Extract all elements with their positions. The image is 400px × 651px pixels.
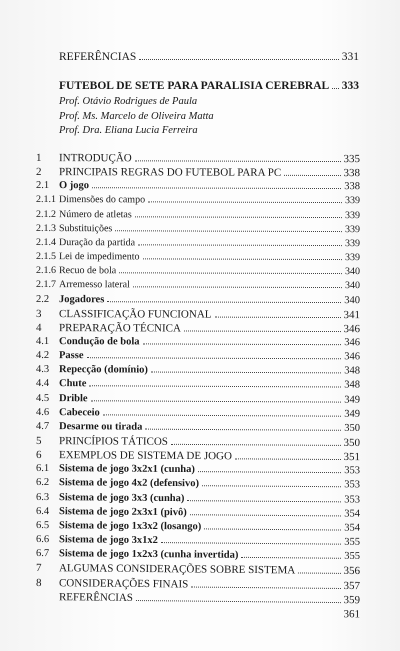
leader-dots [119,271,342,274]
toc-row [36,520,360,534]
leader-dots [187,499,341,502]
toc-row [36,251,360,263]
toc-page: 338 [343,167,361,180]
toc-label: REFERÊNCIAS [59,51,137,63]
leader-dots [136,599,341,603]
toc-row [36,265,360,277]
leader-dots [151,371,341,374]
toc-row [36,548,360,562]
toc-label: Dimensões do campo [58,194,146,206]
leader-dots [107,300,341,303]
toc-page: 346 [343,322,361,335]
toc-number: 4.6 [35,406,50,418]
toc-page: 335 [343,153,361,166]
author-2: Prof. Ms. Marcelo de Oliveira Matta [59,111,214,122]
toc-label: Sistema de jogo 3x1x2 [58,534,158,547]
leader-dots [191,585,340,588]
author-3: Prof. Dra. Eliana Lucia Ferreira [59,125,198,136]
leader-dots [91,399,342,402]
toc-row [36,477,360,490]
toc-number: 4.3 [35,364,50,376]
toc-row [36,591,360,606]
toc-number: 4.2 [35,350,50,362]
toc-label: CONSIDERAÇÕES FINAIS [58,576,189,590]
toc-label: ALGUMAS CONSIDERAÇÕES SOBRE SISTEMA [58,562,296,577]
toc-row [36,350,360,362]
leader-dots [171,443,341,446]
leader-dots [145,428,341,431]
toc-label: Desarme ou tirada [58,421,143,433]
toc-number: 6.2 [35,477,50,489]
toc-number: 6.6 [35,534,50,546]
toc-label: Condução de bola [58,336,140,348]
toc-number: 2.1.3 [35,222,57,234]
leader-dots [92,186,341,189]
toc-label: Sistema de jogo 4x2 (defensivo) [58,477,200,490]
toc-row [36,407,360,420]
toc-label: Sistema de jogo 2x3x1 (pivô) [58,505,187,519]
toc-row [36,237,360,249]
leader-dots [133,286,342,289]
toc-page: 349 [344,394,361,406]
toc-page: 349 [344,408,361,420]
toc-page: 348 [344,365,361,377]
toc-page: 339 [344,195,361,207]
leader-dots [190,513,342,516]
toc-label: Arremesso lateral [58,279,130,291]
toc-row [36,166,360,179]
toc-row [36,605,360,620]
toc-label: Recuo de bola [58,265,117,277]
toc-label: Chute [58,378,87,390]
toc-row [36,393,360,406]
toc-number: 7 [35,562,42,575]
leader-dots [241,556,341,559]
toc-label: EXEMPLOS DE SISTEMA DE JOGO [58,449,233,463]
toc-page: 350 [344,422,361,434]
toc-row [36,209,360,221]
leader-dots [198,470,341,473]
toc-page: 353 [344,479,361,491]
toc-number: 6.5 [35,519,50,532]
toc-page: 346 [344,351,361,363]
toc-page: 341 [343,308,361,321]
toc-row [36,449,360,463]
toc-label: Cabeceio [58,406,100,419]
leader-dots [115,229,342,232]
author-1: Prof. Otávio Rodrigues de Paula [59,96,198,107]
leader-dots [135,159,341,162]
toc-label: Sistema de jogo 1x2x3 (cunha invertida) [58,548,239,562]
toc-number: 2.2 [35,293,50,305]
toc-page: 356 [343,565,361,578]
toc-label: Repecção (domínio) [58,364,148,376]
toc-label: PRINCÍPIOS TÁTICOS [58,435,168,448]
toc-row-referencias-top [59,51,359,63]
toc-label: Sistema de jogo 1x3x2 (losango) [58,520,202,533]
toc-number: 2.1.7 [35,279,57,291]
toc-page: 355 [344,550,361,563]
toc-number: 5 [35,435,42,448]
leader-dots [139,58,338,60]
toc-label: Sistema de jogo 3x2x1 (cunha) [58,463,195,476]
toc-page: 340 [344,266,361,278]
toc-number: 3 [35,307,42,320]
toc-label: Jogadores [58,293,105,305]
toc-page: 338 [344,181,361,193]
toc-row [36,435,360,449]
toc-page: 353 [344,465,361,477]
toc-row [36,577,360,592]
toc-number: 2.1.6 [35,265,57,277]
toc-label: Passe [58,350,84,362]
toc-label: Substituições [58,222,113,235]
toc-row [36,194,360,206]
toc-label: O jogo [58,180,90,192]
toc-row [36,180,360,192]
toc-page: 355 [344,536,361,548]
leader-dots [148,201,342,204]
toc-number: 2.1 [35,180,50,192]
chapter-page: 333 [341,80,359,92]
toc-page: 339 [344,237,361,250]
toc-row [36,562,360,577]
toc-row [36,506,360,520]
toc-label: Lei de impedimento [58,251,140,263]
toc-page: 348 [344,379,361,391]
toc-number: 6.3 [35,491,50,503]
toc-number: 8 [35,576,42,589]
leader-dots [214,315,340,317]
toc-page: 346 [344,337,361,349]
leader-dots [298,572,340,574]
toc-number: 2 [35,166,42,179]
toc-number: 6.1 [35,463,50,475]
toc-number: 2.1.4 [35,236,57,248]
toc-label: REFERÊNCIAS [58,590,134,604]
toc-row [36,378,360,391]
leader-dots [204,527,341,530]
toc-page: 339 [344,252,361,264]
toc-row [36,152,360,165]
leader-dots [184,329,341,332]
toc-number: 4.4 [35,378,50,390]
toc-number: 1 [35,152,42,165]
toc-page: 339 [344,223,361,235]
leader-dots [86,356,341,359]
toc-row [36,308,360,321]
toc-label: PREPARAÇÃO TÉCNICA [58,321,181,335]
toc-row [36,322,360,335]
toc-number: 4.7 [35,420,50,432]
toc-row [36,492,360,505]
toc-row [36,534,360,548]
toc-page: 361 [343,608,361,621]
leader-dots [202,485,341,488]
leader-dots [332,87,339,89]
toc-row [36,463,360,476]
toc-row [36,294,360,306]
chapter-title-row [59,80,359,92]
toc-page: 339 [344,209,361,221]
toc-page: 354 [344,508,361,520]
toc-page: 359 [343,593,361,606]
toc-page: 351 [343,451,361,464]
toc-page: 340 [344,280,361,292]
leader-dots [138,243,342,246]
toc-row [36,364,360,376]
toc-number: 6.7 [35,548,50,560]
toc-number: 2.1.1 [35,194,57,206]
toc-row [36,336,360,348]
toc-page: 353 [344,493,361,506]
toc-number: 4.1 [35,336,50,348]
leader-dots [89,385,341,388]
toc-page: 340 [344,294,361,306]
leader-dots [235,458,341,461]
toc-row [36,421,360,434]
toc-label: Número de atletas [58,208,132,220]
leader-dots [135,215,342,218]
toc-label: PRINCIPAIS REGRAS DO FUTEBOL PARA PC [58,166,282,180]
toc-number: 6 [35,449,42,462]
toc-number: 4 [35,321,42,334]
toc-label: Drible [58,392,88,404]
toc-number: 6.4 [35,505,50,517]
toc-label: CLASSIFICAÇÃO FUNCIONAL [58,307,212,321]
leader-dots [143,342,342,345]
leader-dots [161,541,341,545]
toc-row [36,279,360,291]
leader-dots [103,413,341,416]
toc-number: 2.1.2 [35,208,57,220]
toc-page: 350 [343,436,361,450]
leader-dots [143,257,342,260]
toc-row [36,223,360,235]
leader-dots [284,174,340,176]
toc-page: 331 [341,51,359,63]
toc-page: 357 [343,579,361,592]
toc-label: Sistema de jogo 3x3 (cunha) [58,491,185,504]
toc-number: 4.5 [35,392,50,404]
toc-label: INTRODUÇÃO [58,152,132,165]
toc-page: 354 [344,522,361,534]
toc-number: 2.1.5 [35,251,57,263]
toc-label: Duração da partida [58,236,136,249]
chapter-title: FUTEBOL DE SETE PARA PARALISIA CEREBRAL [59,80,330,92]
